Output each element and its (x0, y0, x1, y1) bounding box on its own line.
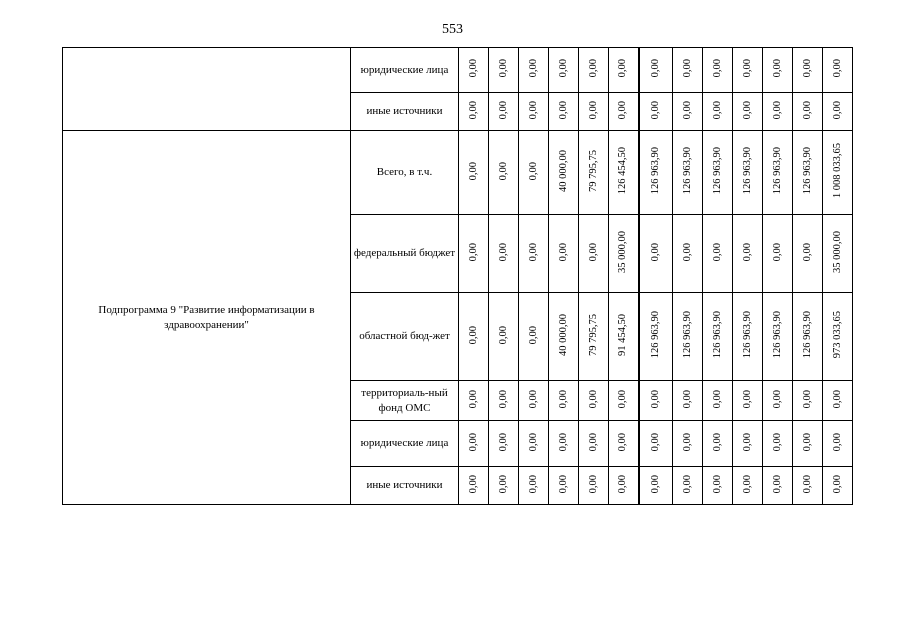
amount-cell (579, 467, 609, 505)
amount-cell (673, 421, 703, 467)
amount-value: 0,00 (557, 242, 569, 262)
amount-value: 126 963,90 (649, 147, 661, 195)
amount-value: 0,00 (771, 242, 783, 262)
amount-cell (549, 215, 579, 293)
amount-cell (703, 93, 733, 131)
amount-value: 0,00 (617, 432, 629, 452)
amount-cell (489, 131, 519, 215)
amount-cell (519, 381, 549, 421)
amount-value: 0,00 (741, 432, 753, 452)
amount-value: 0,00 (617, 100, 629, 120)
amount-value: 126 963,90 (681, 147, 693, 195)
amount-value: 0,00 (467, 100, 479, 120)
amount-cell (489, 93, 519, 131)
amount-cell (793, 48, 823, 93)
amount-value: 0,00 (649, 59, 661, 78)
amount-cell (733, 381, 763, 421)
amount-cell (703, 467, 733, 505)
amount-cell (489, 293, 519, 381)
amount-cell (793, 93, 823, 131)
amount-value: 0,00 (617, 59, 629, 78)
amount-value: 0,00 (771, 59, 783, 78)
amount-cell (609, 131, 639, 215)
amount-value: 0,00 (771, 100, 783, 120)
amount-value: 0,00 (681, 100, 693, 120)
amount-cell (639, 421, 673, 467)
amount-cell (459, 215, 489, 293)
amount-cell (673, 467, 703, 505)
amount-cell (549, 421, 579, 467)
amount-cell (823, 215, 853, 293)
amount-cell (549, 131, 579, 215)
amount-cell (703, 293, 733, 381)
amount-value: 40 000,00 (557, 314, 569, 356)
amount-value: 0,00 (681, 242, 693, 262)
amount-value: 0,00 (497, 325, 509, 345)
amount-value: 0,00 (831, 474, 843, 494)
amount-cell (703, 381, 733, 421)
amount-cell (763, 48, 793, 93)
table-body (63, 48, 853, 505)
amount-cell (639, 48, 673, 93)
amount-value: 0,00 (681, 389, 693, 409)
amount-cell (489, 467, 519, 505)
amount-cell (489, 215, 519, 293)
amount-value: 0,00 (527, 161, 539, 181)
amount-value: 0,00 (771, 432, 783, 452)
amount-value: 0,00 (681, 59, 693, 78)
amount-value: 0,00 (711, 100, 723, 120)
amount-value: 0,00 (467, 432, 479, 452)
amount-value: 40 000,00 (557, 150, 569, 192)
amount-value: 126 963,90 (771, 311, 783, 359)
funding-source-cell: иные источники (351, 93, 459, 131)
amount-value: 0,00 (497, 59, 509, 78)
amount-cell (793, 293, 823, 381)
amount-value: 79 795,75 (587, 150, 599, 192)
amount-value: 0,00 (587, 100, 599, 120)
amount-cell (459, 421, 489, 467)
amount-value: 0,00 (831, 100, 843, 120)
amount-value: 0,00 (711, 389, 723, 409)
amount-cell (579, 48, 609, 93)
amount-value: 0,00 (467, 242, 479, 262)
amount-cell (823, 421, 853, 467)
amount-cell (579, 293, 609, 381)
amount-cell (549, 293, 579, 381)
amount-value: 0,00 (801, 242, 813, 262)
amount-cell (549, 381, 579, 421)
amount-cell (673, 131, 703, 215)
amount-value: 1 008 033,65 (831, 143, 843, 199)
amount-value: 126 963,90 (741, 147, 753, 195)
funding-source-cell: территориаль-ный фонд ОМС (351, 381, 459, 421)
amount-value: 0,00 (741, 474, 753, 494)
amount-value: 0,00 (801, 59, 813, 78)
amount-value: 0,00 (497, 474, 509, 494)
amount-value: 0,00 (527, 474, 539, 494)
funding-source-cell: юридические лица (351, 421, 459, 467)
amount-cell (579, 421, 609, 467)
amount-cell (823, 293, 853, 381)
subprogram-name-cell: Подпрограмма 9 "Развитие информатизации в здравоохранении" (63, 131, 351, 505)
amount-cell (823, 467, 853, 505)
amount-cell (549, 93, 579, 131)
amount-value: 0,00 (527, 432, 539, 452)
amount-value: 0,00 (497, 100, 509, 120)
amount-cell (639, 381, 673, 421)
funding-source-cell: федеральный бюджет (351, 215, 459, 293)
amount-value: 0,00 (741, 59, 753, 78)
amount-cell (459, 467, 489, 505)
amount-value: 126 963,90 (771, 147, 783, 195)
amount-value: 0,00 (771, 389, 783, 409)
amount-value: 0,00 (557, 389, 569, 409)
amount-cell (609, 421, 639, 467)
amount-cell (609, 93, 639, 131)
amount-cell (639, 93, 673, 131)
subprogram-name-cell (63, 48, 351, 131)
amount-value: 35 000,00 (831, 231, 843, 273)
amount-cell (793, 381, 823, 421)
amount-value: 0,00 (557, 100, 569, 120)
amount-cell (459, 381, 489, 421)
amount-cell (793, 467, 823, 505)
amount-cell (639, 293, 673, 381)
amount-cell (793, 215, 823, 293)
amount-cell (793, 131, 823, 215)
amount-value: 35 000,00 (617, 231, 629, 273)
amount-cell (673, 215, 703, 293)
amount-cell (489, 421, 519, 467)
amount-cell (823, 381, 853, 421)
amount-value: 0,00 (801, 389, 813, 409)
amount-value: 126 454,50 (617, 147, 629, 195)
amount-value: 0,00 (557, 59, 569, 78)
amount-cell (673, 293, 703, 381)
amount-cell (733, 93, 763, 131)
amount-value: 126 963,90 (741, 311, 753, 359)
amount-value: 0,00 (649, 474, 661, 494)
amount-cell (763, 93, 793, 131)
amount-value: 0,00 (741, 242, 753, 262)
amount-cell (489, 48, 519, 93)
amount-value: 0,00 (711, 59, 723, 78)
budget-table (62, 47, 853, 505)
amount-value: 0,00 (711, 242, 723, 262)
amount-value: 0,00 (497, 242, 509, 262)
amount-cell (579, 215, 609, 293)
amount-cell (459, 131, 489, 215)
funding-source-cell: областной бюд-жет (351, 293, 459, 381)
amount-value: 0,00 (467, 325, 479, 345)
amount-cell (673, 93, 703, 131)
amount-value: 0,00 (467, 161, 479, 181)
amount-cell (703, 421, 733, 467)
amount-cell (639, 467, 673, 505)
amount-cell (459, 93, 489, 131)
amount-cell (703, 131, 733, 215)
amount-cell (763, 421, 793, 467)
amount-value: 0,00 (831, 59, 843, 78)
amount-value: 0,00 (741, 100, 753, 120)
amount-value: 0,00 (649, 432, 661, 452)
amount-cell (823, 131, 853, 215)
funding-source-cell: Всего, в т.ч. (351, 131, 459, 215)
amount-cell (519, 93, 549, 131)
amount-value: 0,00 (587, 242, 599, 262)
amount-cell (519, 293, 549, 381)
amount-value: 126 963,90 (681, 311, 693, 359)
amount-value: 0,00 (467, 59, 479, 78)
amount-cell (733, 421, 763, 467)
amount-cell (673, 381, 703, 421)
amount-value: 0,00 (587, 474, 599, 494)
amount-cell (733, 215, 763, 293)
amount-cell (549, 48, 579, 93)
amount-value: 0,00 (801, 100, 813, 120)
amount-value: 0,00 (741, 389, 753, 409)
amount-value: 126 963,90 (711, 311, 723, 359)
funding-source-cell: юридические лица (351, 48, 459, 93)
amount-cell (823, 48, 853, 93)
amount-value: 0,00 (587, 432, 599, 452)
amount-value: 0,00 (497, 432, 509, 452)
amount-value: 0,00 (497, 389, 509, 409)
amount-cell (763, 467, 793, 505)
amount-cell (763, 215, 793, 293)
amount-value: 0,00 (557, 432, 569, 452)
amount-value: 0,00 (801, 432, 813, 452)
amount-value: 0,00 (587, 59, 599, 78)
amount-cell (763, 293, 793, 381)
amount-value: 0,00 (617, 389, 629, 409)
amount-cell (489, 381, 519, 421)
amount-cell (733, 131, 763, 215)
amount-cell (763, 381, 793, 421)
amount-cell (609, 48, 639, 93)
amount-value: 126 963,90 (801, 311, 813, 359)
amount-cell (459, 48, 489, 93)
amount-cell (733, 467, 763, 505)
table-row (63, 131, 853, 215)
amount-cell (703, 215, 733, 293)
amount-value: 0,00 (681, 474, 693, 494)
amount-value: 0,00 (617, 474, 629, 494)
amount-value: 0,00 (467, 389, 479, 409)
amount-value: 0,00 (711, 432, 723, 452)
amount-cell (519, 48, 549, 93)
amount-cell (459, 293, 489, 381)
amount-value: 0,00 (527, 100, 539, 120)
amount-value: 0,00 (771, 474, 783, 494)
amount-value: 0,00 (801, 474, 813, 494)
amount-value: 0,00 (527, 242, 539, 262)
amount-value: 0,00 (587, 389, 599, 409)
page-number: 553 (442, 22, 463, 37)
amount-cell (519, 467, 549, 505)
amount-value: 0,00 (831, 432, 843, 452)
amount-cell (763, 131, 793, 215)
amount-cell (673, 48, 703, 93)
amount-value: 973 033,65 (831, 311, 843, 359)
amount-value: 91 454,50 (617, 314, 629, 356)
amount-value: 0,00 (527, 389, 539, 409)
amount-value: 0,00 (711, 474, 723, 494)
amount-value: 0,00 (527, 325, 539, 345)
amount-cell (519, 215, 549, 293)
amount-cell (579, 93, 609, 131)
amount-value: 0,00 (681, 432, 693, 452)
amount-cell (579, 131, 609, 215)
amount-cell (733, 48, 763, 93)
amount-value: 0,00 (831, 389, 843, 409)
amount-value: 0,00 (557, 474, 569, 494)
amount-cell (609, 467, 639, 505)
amount-value: 126 963,90 (649, 311, 661, 359)
funding-source-cell: иные источники (351, 467, 459, 505)
amount-cell (609, 293, 639, 381)
amount-value: 0,00 (649, 100, 661, 120)
amount-value: 79 795,75 (587, 314, 599, 356)
amount-value: 126 963,90 (801, 147, 813, 195)
amount-cell (519, 421, 549, 467)
amount-cell (549, 467, 579, 505)
amount-cell (823, 93, 853, 131)
amount-cell (639, 215, 673, 293)
amount-value: 0,00 (527, 59, 539, 78)
amount-value: 0,00 (649, 242, 661, 262)
amount-cell (579, 381, 609, 421)
amount-cell (609, 381, 639, 421)
amount-cell (639, 131, 673, 215)
amount-cell (609, 215, 639, 293)
amount-cell (793, 421, 823, 467)
amount-value: 126 963,90 (711, 147, 723, 195)
amount-value: 0,00 (467, 474, 479, 494)
amount-cell (703, 48, 733, 93)
table-row (63, 48, 853, 93)
amount-cell (733, 293, 763, 381)
amount-value: 0,00 (497, 161, 509, 181)
amount-cell (519, 131, 549, 215)
amount-value: 0,00 (649, 389, 661, 409)
